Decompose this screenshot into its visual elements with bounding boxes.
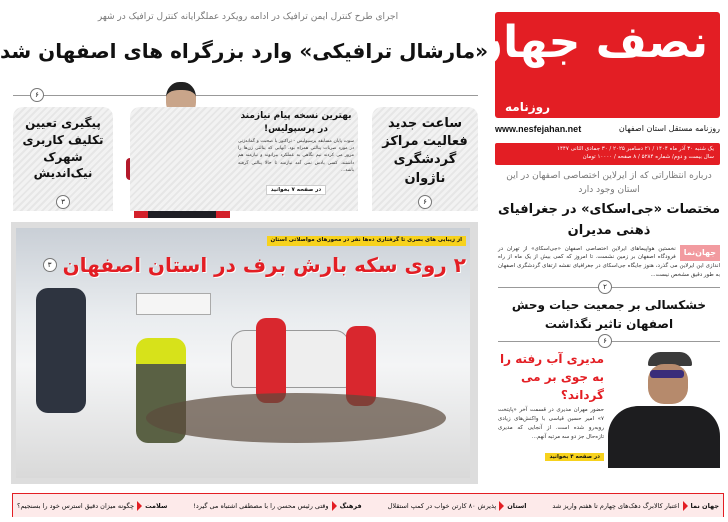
arrow-icon — [137, 501, 142, 511]
read-more[interactable]: در صفحه ۷ بخوانید — [266, 185, 327, 195]
story3 — [498, 350, 720, 490]
news-box-naghvan[interactable] — [372, 107, 478, 211]
right-column — [498, 170, 720, 490]
photo-headline-row — [43, 252, 466, 278]
arrow-icon — [499, 501, 504, 511]
photo-headline[interactable]: ۲ روی سکه بارش برف در استان اصفهان — [62, 253, 466, 277]
story1-kicker: درباره انتظاراتی که از ایرلاین اختصاصی اصفهان در این استان وجود دارد — [506, 171, 712, 195]
page-ref: ۲ — [598, 280, 612, 294]
strip-section[interactable]: جهان نما — [690, 501, 719, 510]
news-box-persepolis[interactable] — [130, 107, 358, 211]
strip-section[interactable]: استان — [507, 501, 527, 510]
masthead-logo — [465, 12, 720, 118]
divider — [13, 95, 478, 96]
director-photo — [608, 350, 720, 468]
strip-item[interactable]: چگونه میزان دقیق استرس خود را بسنجیم؟ — [17, 501, 135, 510]
strip-item[interactable]: وقتی رئیس محسن را با مصطفی اشتباه می گیرد! — [193, 501, 329, 510]
photo-kicker: از زیبایی های بصری تا گرفتاری ده‌ها نفر در محورهای مواصلاتی استان — [267, 236, 466, 246]
divider — [498, 334, 720, 350]
story1-body-wrap — [498, 245, 720, 280]
page-ref: ۶ — [418, 195, 432, 209]
arrow-icon — [683, 501, 688, 511]
bottom-news-strip — [12, 493, 724, 517]
strip-section[interactable]: فرهنگ — [339, 501, 362, 510]
story2-headline[interactable]: خشکسالی بر جمعیت حیات وحش اصفهان تاثیر نگذاشت — [511, 297, 707, 331]
strip-section[interactable]: سلامت — [145, 501, 168, 510]
box-title: بهترین نسخه پیام نیازمند در پرسپولیس! — [240, 111, 352, 135]
date-bar — [495, 143, 720, 165]
strip-item[interactable]: پذیرش ۸۰ کارتن خواب در کمپ استقلال — [387, 501, 497, 510]
news-box-nikandish[interactable] — [13, 107, 113, 211]
story3-body: حضور مهران مدیری در قسمت آخر «پایتخت ۷» امیر حسین قیاسی با واکنش‌های زیادی روبه‌رو شده است. از آنجایی که مدیری تازه‌حال جز دو سه مرتبه آنهم... — [498, 407, 604, 440]
divider — [498, 280, 720, 296]
lead-kicker: اجرای طرح کنترل ایمن ترافیک در ادامه رویکرد عملگرایانه کنترل ترافیک در شهر — [97, 12, 399, 22]
logo-text: نصف جهان — [465, 17, 708, 68]
box-title: ساعت جدید فعالیت مراکز گردشگری ناژوان — [382, 116, 468, 186]
logo-prefix: روزنامه — [505, 99, 550, 114]
tagline: روزنامه مستقل استان اصفهان — [618, 124, 720, 133]
issue-line: سال بیست و دوم/ شماره ۵۲۸۴ / ۸ صفحه / ۱۰۰۰۰ تومان — [582, 153, 714, 160]
page-ref: ۳ — [43, 258, 57, 272]
story1-headline[interactable]: مختصات «جی‌اسکای» در جغرافیای ذهنی مدیران — [498, 202, 720, 238]
box-title: پیگیری تعیین تکلیف کاربری شهرک نیک‌اندیش — [22, 116, 104, 181]
box-body: سوت پایان مسابقه پرسپولیس - تراکتور با صحبت و گمانه‌زنی در مورد ضربات پنالتی همراه بود. آنهایی که پنالتی زن‌ها را مرور می کردند نیم نگاهی به عملکرد بیرانوند و نیازمند هم داشتند. کسی یادش نمی آمد نیازمند تا حالا پنالتی گرفته باشد... — [238, 139, 354, 173]
story3-headline[interactable]: مدیری آب رفته را به جوی بر می گرداند؟ — [500, 352, 604, 403]
page-ref: ۶ — [30, 88, 44, 102]
masthead-info — [495, 124, 720, 136]
story3-text — [498, 350, 604, 490]
section-stamp: جهان‌نما — [680, 245, 720, 261]
page-ref: ۳ — [56, 195, 70, 209]
strip-item[interactable]: اعتبار کالابرگ دهک‌های چهارم تا هفتم واریز شد — [552, 501, 680, 510]
page-ref: ۶ — [598, 334, 612, 348]
story1-body: نخستین هواپیماهای ایرلاین اختصاصی اصفهان «جی‌اسکای» از تهران در فرودگاه اصفهان بر زمین نشست. تا امروز که کمی بیش از یک ماه از راه اندازی این ایرلاین می گذرد، هنوز جایگاه جی‌اسکای در جغرافیای نقشه ارتقای گردشگری اصفهان به طور دقیق مشخص نیست... — [498, 245, 720, 278]
lead-headline[interactable]: «مارشال ترافیکی» وارد بزرگراه های اصفهان شد — [0, 39, 488, 63]
arrow-icon — [332, 501, 337, 511]
read-more[interactable]: در صفحه ۴ بخوانید — [545, 453, 604, 461]
website-link[interactable]: www.nesfejahan.net — [495, 124, 582, 134]
date-line: یک شنبه ۳۰ آذر ماه ۱۴۰۴ / ۲۱ دسامبر ۲۰۲۵ / ۳۰ جمادی الثانی ۱۴۴۷ — [557, 146, 714, 152]
